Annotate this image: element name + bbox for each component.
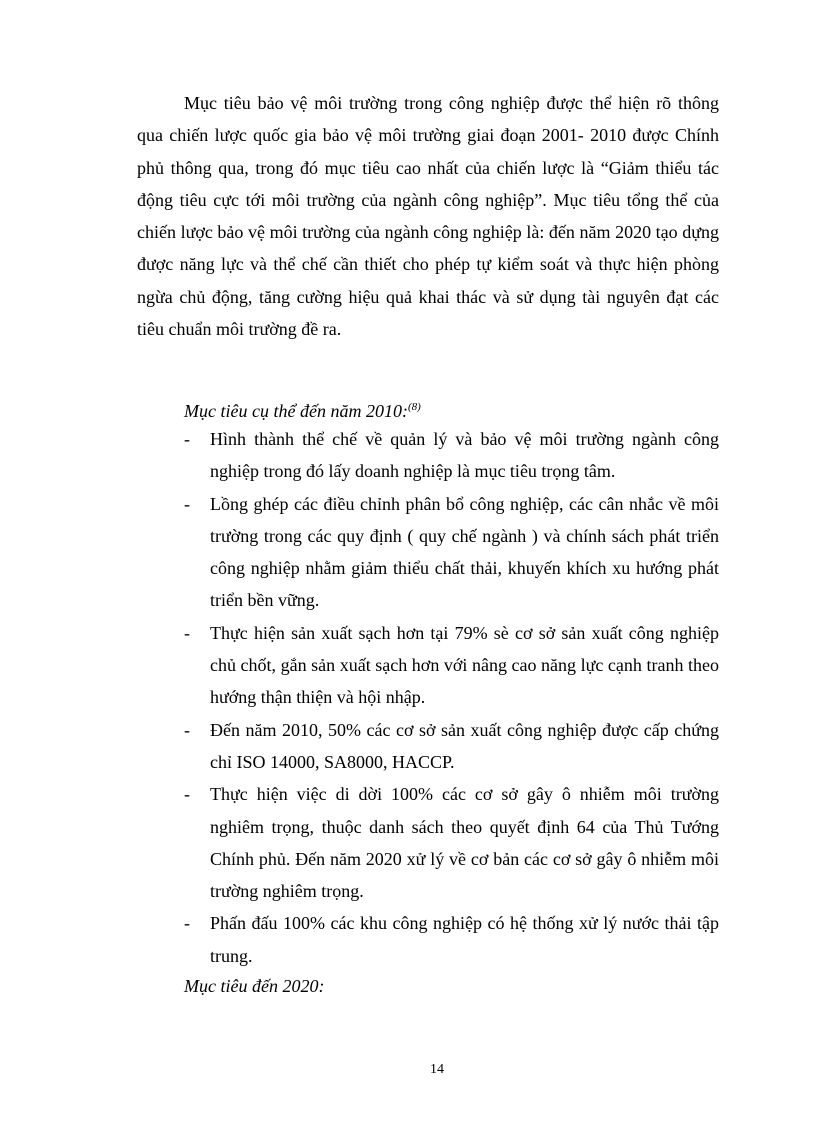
list-item-text: Đến năm 2010, 50% các cơ sở sản xuất công nghiệp được cấp chứng chỉ ISO 14000, SA8000, HACCP. [210, 719, 719, 772]
heading-goals-2010 [184, 398, 421, 424]
footnote-reference: (8) [407, 401, 421, 413]
list-item-text: Thực hiện sản xuất sạch hơn tại 79% sè cơ sở sản xuất công nghiệp chủ chốt, gắn sản xuất sạch hơn với nâng cao năng lực cạnh tranh theo hướng thận thiện và hội nhập. [210, 622, 719, 708]
list-item-text: Thực hiện việc di dời 100% các cơ sở gây ô nhiễm môi trường nghiêm trọng, thuộc danh sách theo quyết định 64 của Thủ Tướng Chính phủ. Đến năm 2020 xử lý về cơ bản các cơ sở gây ô nhiễm môi trường nghiêm trọng. [210, 784, 719, 902]
bullet-dash: - [184, 622, 190, 643]
goals-2010-list [184, 423, 719, 972]
bullet-dash: - [184, 913, 190, 934]
list-item [184, 714, 719, 779]
list-item-text: Lồng ghép các điều chỉnh phân bổ công nghiệp, các cân nhắc về môi trường trong các quy định ( quy chế ngành ) và chính sách phát triển công nghiệp nhằm giảm thiểu chất thải, khuyến khích xu hướng phát triển bền vững. [210, 493, 719, 611]
bullet-dash: - [184, 493, 190, 514]
list-item [184, 778, 719, 907]
list-item [184, 488, 719, 617]
bullet-dash: - [184, 429, 190, 449]
heading-goals-2020: Mục tiêu đến 2020: [184, 976, 325, 996]
list-item-text: Hình thành thể chế về quản lý và bảo vệ môi trường ngành công nghiệp trong đó lấy doanh nghiệp là mục tiêu trọng tâm. [210, 429, 719, 482]
bullet-dash: - [184, 784, 190, 805]
bullet-dash: - [184, 719, 190, 740]
list-item [184, 423, 719, 488]
list-item [184, 617, 719, 714]
list-item-text: Phấn đấu 100% các khu công nghiệp có hệ thống xử lý nước thải tập trung. [210, 913, 719, 966]
heading-goals-2010-text: Mục tiêu cụ thể đến năm 2010: [184, 401, 408, 421]
intro-paragraph: Mục tiêu bảo vệ môi trường trong công nghiệp được thể hiện rõ thông qua chiến lược quốc gia bảo vệ môi trường giai đoạn 2001- 2010 được Chính phủ thông qua, trong đó mục tiêu cao nhất của chiến lược là “Giảm thiểu tác động tiêu cực tới môi trường của ngành công nghiệp”. Mục tiêu tổng thể của chiến lược bảo vệ môi trường của ngành công nghiệp là: đến năm 2020 tạo dựng được năng lực và thể chế cần thiết cho phép tự kiểm soát và thực hiện phòng ngừa chủ động, tăng cường hiệu quả khai thác và sử dụng tài nguyên đạt các tiêu chuẩn môi trường đề ra. [137, 93, 719, 340]
page-number: 14 [430, 1062, 444, 1077]
list-item [184, 907, 719, 972]
